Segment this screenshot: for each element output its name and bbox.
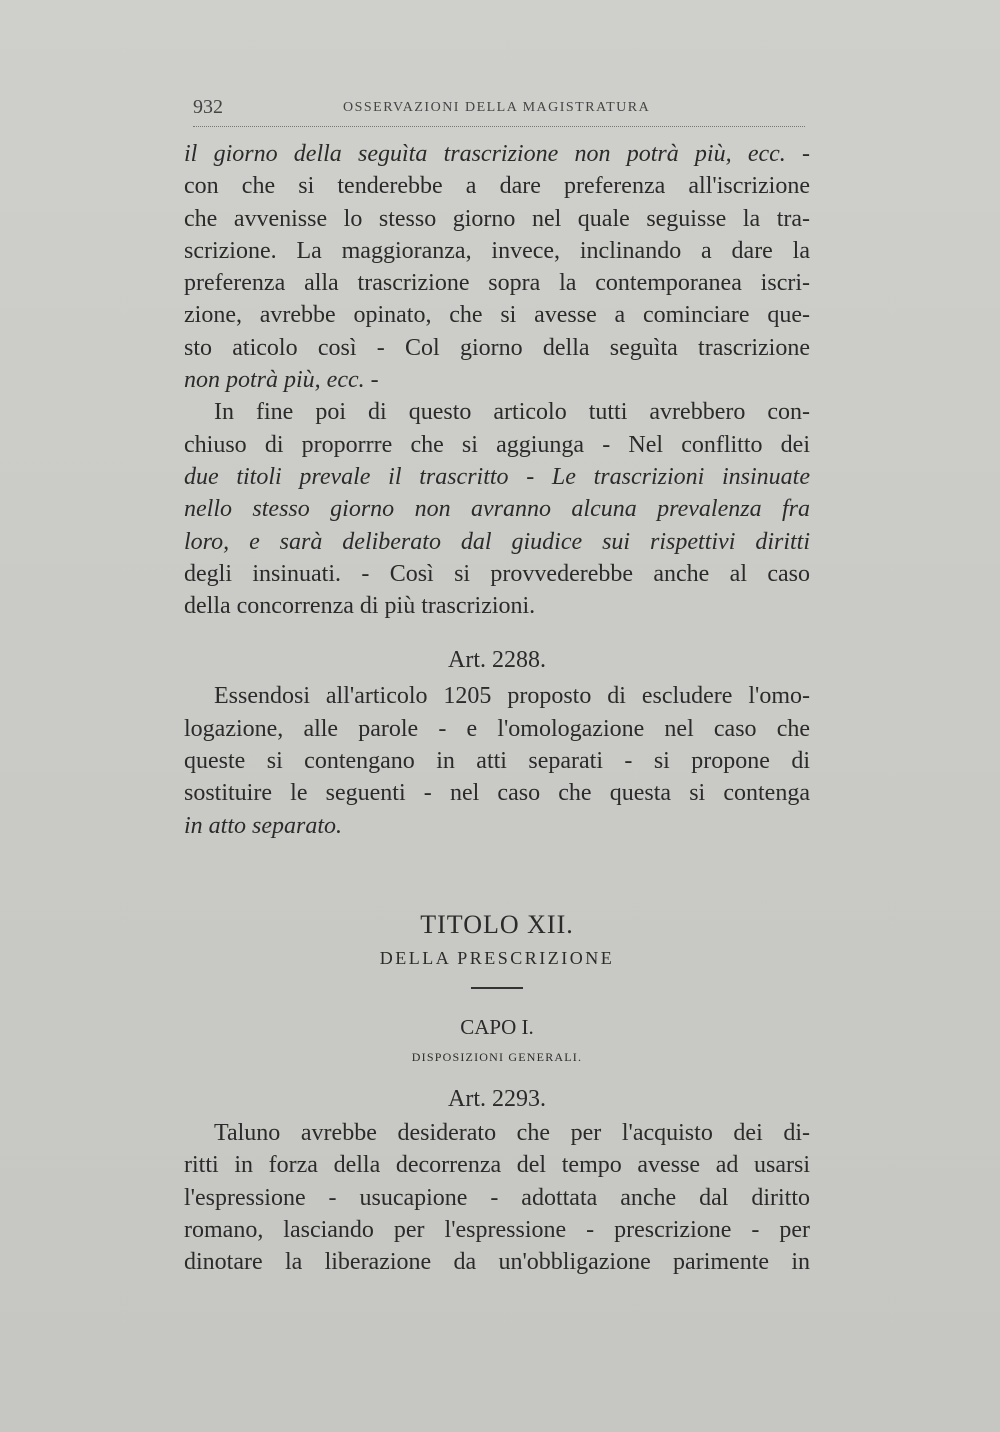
chapter-heading: CAPO I.: [460, 1014, 534, 1039]
text-line: [184, 138, 810, 170]
text-line: sostituire le seguenti - nel caso che questa si contenga: [184, 780, 810, 807]
italic-span: loro, e sarà deliberato dal giudice sui rispettivi diritti: [184, 528, 810, 555]
text-line: con che si tenderebbe a dare preferenza all'iscrizione: [184, 173, 810, 200]
text-line: queste si contengano in atti separati - si propone di: [184, 748, 810, 775]
italic-span: non potrà più, ecc. -: [184, 367, 379, 394]
text-line: [184, 364, 810, 396]
text-line: sto aticolo così - Col giorno della seguìta trascrizione: [184, 334, 810, 361]
text-line: chiuso di proporrre che si aggiunga - Nel conflitto dei: [184, 431, 810, 458]
page-body: [184, 138, 810, 1278]
text-line: logazione, alle parole - e l'omologazione nel caso che: [184, 715, 810, 742]
text-line: preferenza alla trascrizione sopra la contemporanea iscri-: [184, 270, 810, 297]
title-subheading: DELLA PRESCRIZIONE: [379, 947, 615, 968]
italic-span: in atto separato.: [184, 812, 343, 839]
italic-span: nello stesso giorno non avranno alcuna prevalenza fra: [184, 496, 810, 523]
text-line: [184, 526, 810, 558]
italic-span: il giorno della seguìta trascrizione non potrà più, ecc. -: [184, 141, 810, 167]
article-2293-text: [184, 1117, 810, 1278]
text-line: ritti in forza della decorrenza del tempo avesse ad usarsi: [184, 1152, 810, 1179]
text-line: Taluno avrebbe desiderato che per l'acquisto dei di-: [214, 1119, 810, 1146]
italic-span: due titoli prevale il trascritto - Le trascrizioni insinuate: [184, 463, 810, 490]
page-number: 932: [193, 96, 223, 118]
text-line: scrizione. La maggioranza, invece, inclinando a dare la: [184, 237, 810, 264]
page-header: [193, 96, 805, 127]
chapter-subheading: DISPOSIZIONI GENERALI.: [411, 1049, 583, 1064]
text-line: romano, lasciando per l'espressione - prescrizione - per: [184, 1216, 810, 1243]
text-line: In fine poi di questo articolo tutti avrebbero con-: [214, 399, 810, 426]
title-heading: TITOLO XII.: [420, 909, 574, 939]
article-heading: Art. 2288.: [448, 647, 546, 674]
text-line: degli insinuati. - Così si provvederebbe anche al caso: [184, 560, 810, 587]
running-head: OSSERVAZIONI DELLA MAGISTRATURA: [343, 100, 651, 115]
text-line: l'espressione - usucapione - adottata anche dal diritto: [184, 1184, 810, 1211]
text-line: Essendosi all'articolo 1205 proposto di escludere l'omo-: [214, 683, 810, 710]
article-heading: Art. 2293.: [448, 1085, 546, 1112]
paragraph-2: [184, 396, 810, 622]
text-line: dinotare la liberazione da un'obbligazione parimente in: [184, 1249, 810, 1276]
text-line: zione, avrebbe opinato, che si avesse a cominciare que-: [184, 302, 810, 329]
text-line: [184, 493, 810, 525]
text-line: della concorrenza di più trascrizioni.: [184, 593, 536, 620]
text-line: che avvenisse lo stesso giorno nel quale seguisse la tra-: [184, 205, 810, 232]
paragraph-1: [184, 138, 810, 396]
article-2288-text: [184, 680, 810, 841]
text-line: [184, 461, 810, 493]
text-line: [184, 810, 810, 842]
